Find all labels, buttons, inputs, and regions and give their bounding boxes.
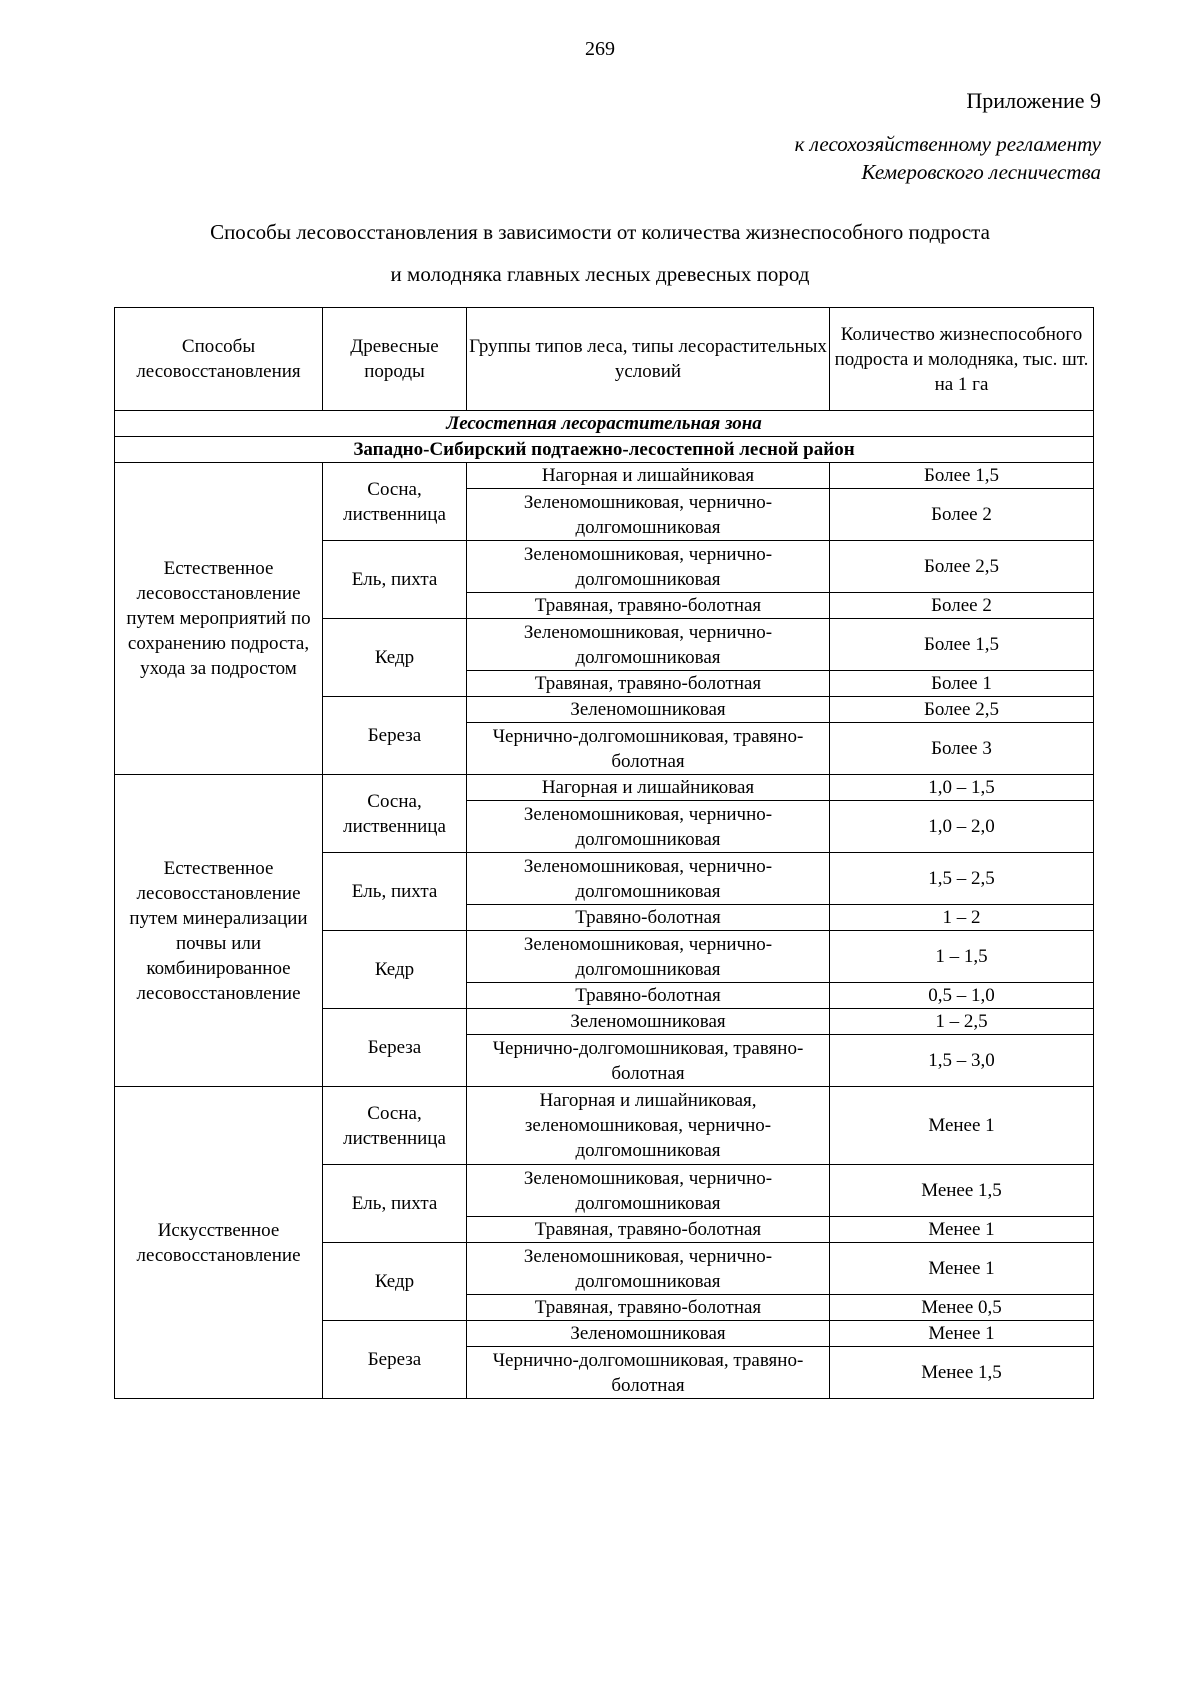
species-cell: Ель, пихта xyxy=(323,541,467,619)
amount-cell: Более 2,5 xyxy=(830,541,1094,593)
forest-type-cell: Травяная, травяно-болотная xyxy=(467,671,830,697)
amount-cell: 1 – 2,5 xyxy=(830,1009,1094,1035)
amount-cell: Более 1,5 xyxy=(830,463,1094,489)
species-cell: Кедр xyxy=(323,931,467,1009)
forest-type-cell: Зеленомошниковая xyxy=(467,1009,830,1035)
amount-cell: Более 1,5 xyxy=(830,619,1094,671)
table-row xyxy=(115,463,1094,489)
forest-type-cell: Зеленомошниковая, чернично-долгомошниковая xyxy=(467,489,830,541)
reforestation-table xyxy=(114,307,1094,1399)
species-cell: Береза xyxy=(323,697,467,775)
document-title-line-2: и молодняка главных лесных древесных пород xyxy=(390,262,810,286)
forest-type-cell: Травяно-болотная xyxy=(467,983,830,1009)
forest-type-cell: Зеленомошниковая, чернично-долгомошниковая xyxy=(467,541,830,593)
species-cell: Кедр xyxy=(323,1243,467,1321)
method-cell: Естественное лесовосстановление путем минерализации почвы или комбинированное лесовосстановление xyxy=(115,775,323,1087)
amount-cell: Менее 0,5 xyxy=(830,1295,1094,1321)
amount-cell: 1 – 1,5 xyxy=(830,931,1094,983)
species-cell: Кедр xyxy=(323,619,467,697)
method-cell: Естественное лесовосстановление путем мероприятий по сохранению подроста, ухода за подростом xyxy=(115,463,323,775)
amount-cell: 1,5 – 2,5 xyxy=(830,853,1094,905)
district-title: Западно-Сибирский подтаежно-лесостепной лесной район xyxy=(115,437,1094,463)
amount-cell: Более 2 xyxy=(830,593,1094,619)
forest-type-cell: Зеленомошниковая, чернично-долгомошниковая xyxy=(467,619,830,671)
forest-type-cell: Травяно-болотная xyxy=(467,905,830,931)
amount-cell: 1,5 – 3,0 xyxy=(830,1035,1094,1087)
forest-type-cell: Травяная, травяно-болотная xyxy=(467,1295,830,1321)
amount-cell: Менее 1 xyxy=(830,1243,1094,1295)
annex-subtitle xyxy=(795,130,1101,186)
species-cell: Сосна, лиственница xyxy=(323,463,467,541)
forest-type-cell: Нагорная и лишайниковая, зеленомошниковая, чернично-долгомошниковая xyxy=(467,1087,830,1165)
amount-cell: 1,0 – 2,0 xyxy=(830,801,1094,853)
header-amount: Количество жизнеспособного подроста и молодняка, тыс. шт. на 1 га xyxy=(830,308,1094,411)
forest-type-cell: Нагорная и лишайниковая xyxy=(467,463,830,489)
species-cell: Сосна, лиственница xyxy=(323,1087,467,1165)
annex-subtitle-line-1: к лесохозяйственному регламенту xyxy=(794,132,1101,156)
amount-cell: Более 2,5 xyxy=(830,697,1094,723)
forest-type-cell: Чернично-долгомошниковая, травяно-болотная xyxy=(467,1347,830,1399)
page-number: 269 xyxy=(585,38,615,60)
forest-type-cell: Зеленомошниковая, чернично-долгомошниковая xyxy=(467,931,830,983)
species-cell: Сосна, лиственница xyxy=(323,775,467,853)
table-row xyxy=(115,1087,1094,1165)
amount-cell: Менее 1,5 xyxy=(830,1165,1094,1217)
header-methods: Способы лесовосстановления xyxy=(115,308,323,411)
forest-type-cell: Зеленомошниковая, чернично-долгомошниковая xyxy=(467,1243,830,1295)
table-row xyxy=(115,775,1094,801)
header-species: Древесные породы xyxy=(323,308,467,411)
table-body xyxy=(115,308,1094,1399)
forest-type-cell: Нагорная и лишайниковая xyxy=(467,775,830,801)
header-forest-types: Группы типов леса, типы лесорастительных условий xyxy=(467,308,830,411)
method-cell: Искусственное лесовосстановление xyxy=(115,1087,323,1399)
forest-type-cell: Зеленомошниковая, чернично-долгомошниковая xyxy=(467,1165,830,1217)
amount-cell: Более 2 xyxy=(830,489,1094,541)
document-title-line-1: Способы лесовосстановления в зависимости от количества жизнеспособного подроста xyxy=(210,220,990,244)
forest-type-cell: Чернично-долгомошниковая, травяно-болотная xyxy=(467,723,830,775)
table-header-row xyxy=(115,308,1094,411)
amount-cell: 1,0 – 1,5 xyxy=(830,775,1094,801)
amount-cell: Более 3 xyxy=(830,723,1094,775)
species-cell: Береза xyxy=(323,1009,467,1087)
forest-type-cell: Зеленомошниковая xyxy=(467,697,830,723)
forest-type-cell: Зеленомошниковая xyxy=(467,1321,830,1347)
zone-row xyxy=(115,411,1094,437)
forest-type-cell: Чернично-долгомошниковая, травяно-болотная xyxy=(467,1035,830,1087)
annex-label: Приложение 9 xyxy=(966,88,1101,113)
amount-cell: Менее 1 xyxy=(830,1217,1094,1243)
forest-type-cell: Зеленомошниковая, чернично-долгомошниковая xyxy=(467,801,830,853)
document-title xyxy=(0,211,1200,295)
district-row xyxy=(115,437,1094,463)
forest-type-cell: Зеленомошниковая, чернично-долгомошниковая xyxy=(467,853,830,905)
amount-cell: Более 1 xyxy=(830,671,1094,697)
species-cell: Ель, пихта xyxy=(323,1165,467,1243)
zone-title: Лесостепная лесорастительная зона xyxy=(115,411,1094,437)
amount-cell: 1 – 2 xyxy=(830,905,1094,931)
species-cell: Ель, пихта xyxy=(323,853,467,931)
amount-cell: Менее 1 xyxy=(830,1087,1094,1165)
annex-subtitle-line-2: Кемеровского лесничества xyxy=(861,160,1101,184)
amount-cell: 0,5 – 1,0 xyxy=(830,983,1094,1009)
forest-type-cell: Травяная, травяно-болотная xyxy=(467,593,830,619)
species-cell: Береза xyxy=(323,1321,467,1399)
forest-type-cell: Травяная, травяно-болотная xyxy=(467,1217,830,1243)
amount-cell: Менее 1,5 xyxy=(830,1347,1094,1399)
amount-cell: Менее 1 xyxy=(830,1321,1094,1347)
